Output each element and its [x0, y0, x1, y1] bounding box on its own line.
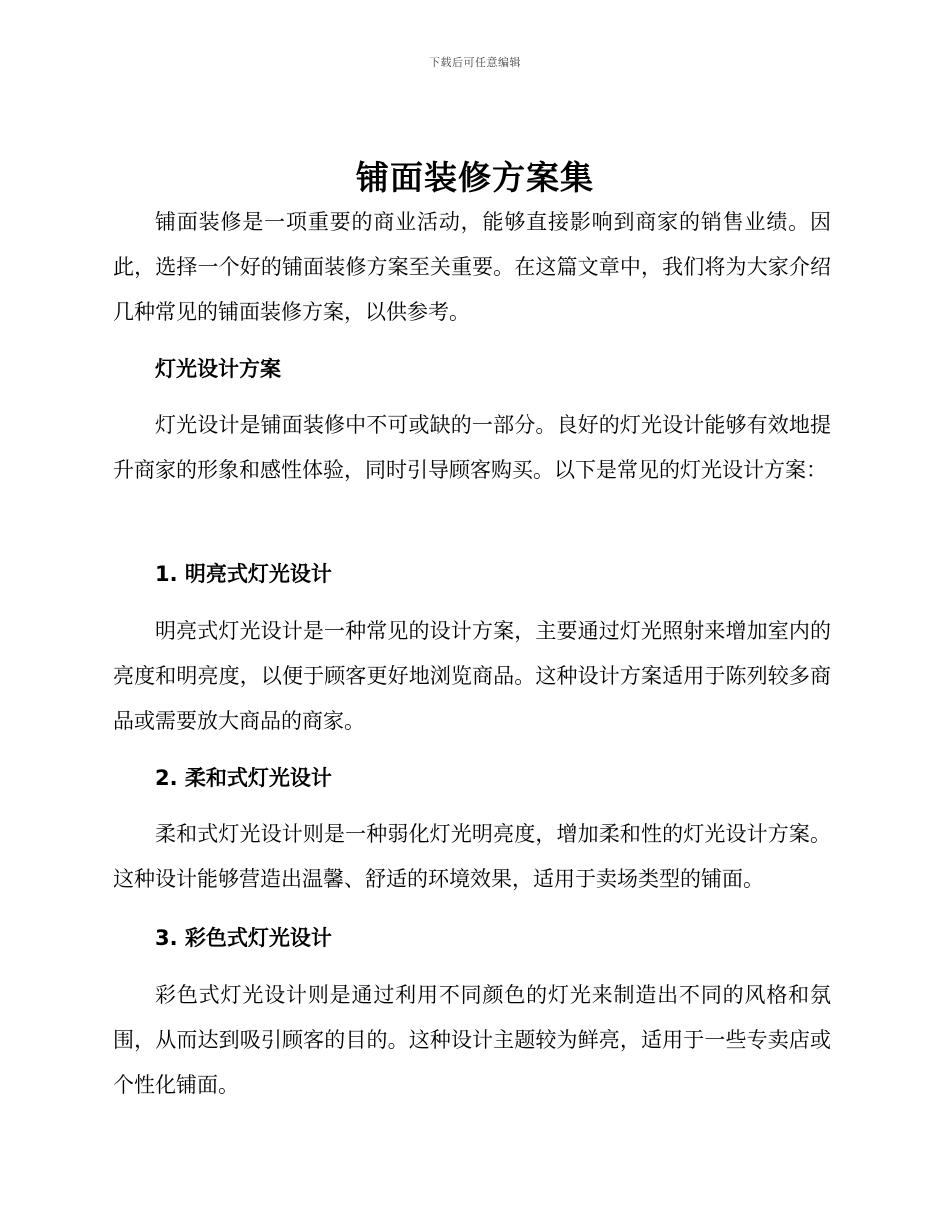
item-heading: 3. 彩色式灯光设计 — [155, 926, 332, 950]
item-2-body-block — [113, 812, 831, 902]
item-paragraph: 明亮式灯光设计是一种常见的设计方案，主要通过灯光照射来增加室内的亮度和明亮度，以便于顾客更好地浏览商品。这种设计方案适用于陈列较多商品或需要放大商品的商家。 — [113, 619, 831, 733]
item-1-body-block — [113, 609, 831, 744]
header-note: 下载后可任意编辑 — [429, 56, 521, 69]
item-heading: 2. 柔和式灯光设计 — [155, 766, 332, 790]
item-3-heading-block — [113, 923, 831, 953]
section-heading: 灯光设计方案 — [155, 357, 281, 381]
section-heading-block — [113, 354, 831, 384]
item-1-heading-block — [113, 559, 831, 589]
item-heading: 1. 明亮式灯光设计 — [155, 562, 332, 586]
section-paragraph: 灯光设计是铺面装修中不可或缺的一部分。良好的灯光设计能够有效地提升商家的形象和感性体验，同时引导顾客购买。以下是常见的灯光设计方案： — [113, 413, 831, 482]
intro-block — [113, 200, 831, 335]
section-body-block — [113, 403, 831, 493]
document-title: 铺面装修方案集 — [356, 158, 594, 197]
item-paragraph: 彩色式灯光设计则是通过利用不同颜色的灯光来制造出不同的风格和氛围，从而达到吸引顾客的目的。这种设计主题较为鲜亮，适用于一些专卖店或个性化铺面。 — [113, 983, 831, 1097]
intro-paragraph: 铺面装修是一项重要的商业活动，能够直接影响到商家的销售业绩。因此，选择一个好的铺面装修方案至关重要。在这篇文章中，我们将为大家介绍几种常见的铺面装修方案，以供参考。 — [113, 210, 831, 324]
item-2-heading-block — [113, 763, 831, 793]
item-paragraph: 柔和式灯光设计则是一种弱化灯光明亮度，增加柔和性的灯光设计方案。这种设计能够营造出温馨、舒适的环境效果，适用于卖场类型的铺面。 — [113, 822, 831, 891]
item-3-body-block — [113, 973, 831, 1108]
